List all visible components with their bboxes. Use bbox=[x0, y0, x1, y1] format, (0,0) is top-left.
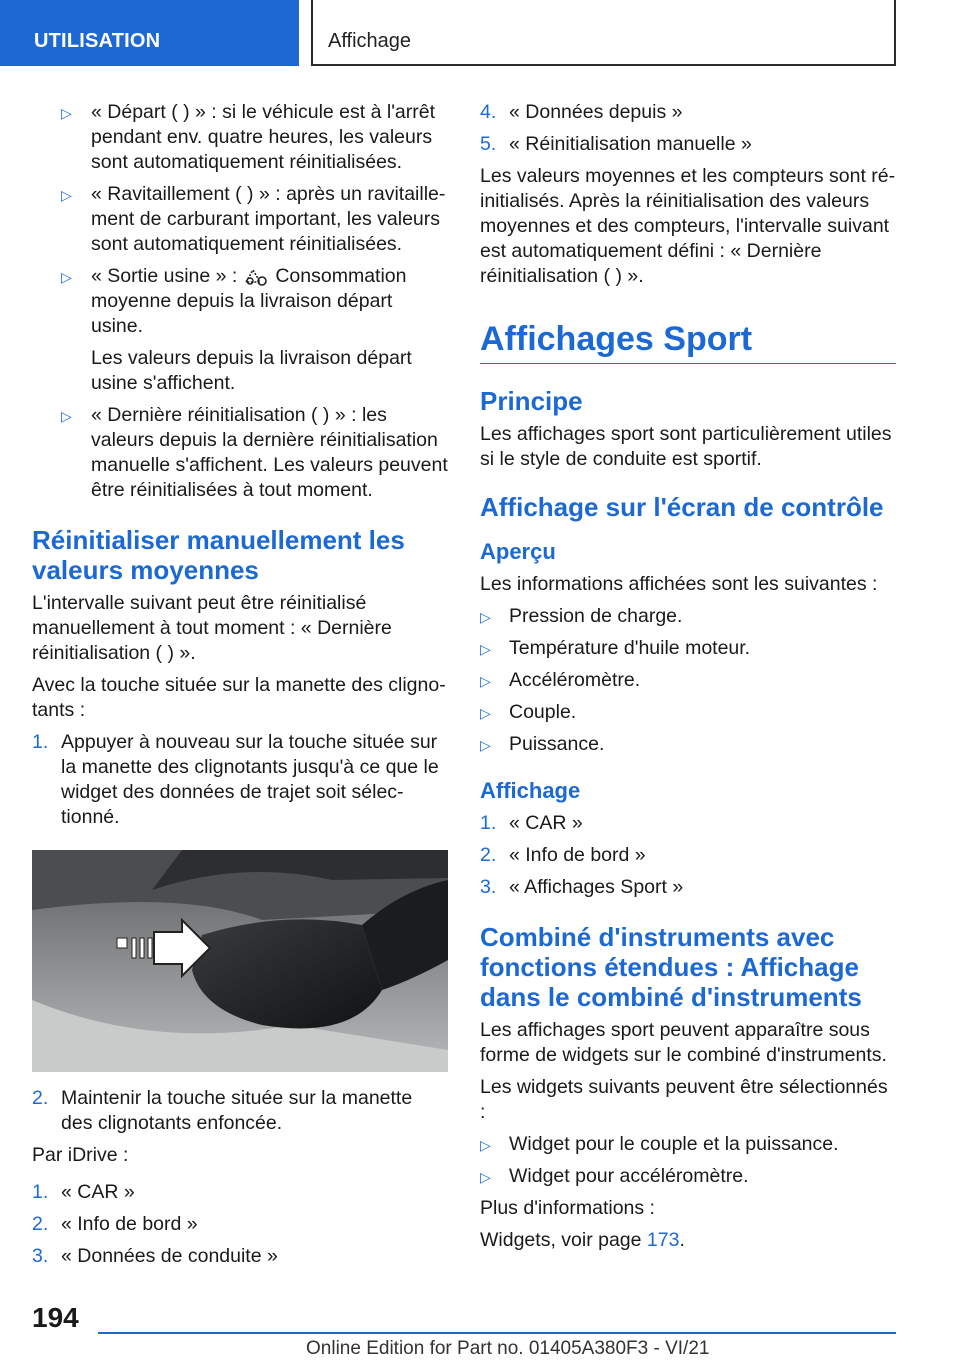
left-column bbox=[32, 100, 448, 1276]
paragraph: Par iDrive : bbox=[32, 1144, 129, 1166]
section-tab bbox=[0, 0, 299, 66]
turn-signal-lever-photo bbox=[32, 850, 448, 1072]
list-item: 1. « CAR » bbox=[32, 1181, 135, 1203]
paragraph: Widgets, voir page 173. bbox=[480, 1229, 685, 1251]
list-item: ▷ « Départ ( ) » : si le véhicule est à l'arrêt pendant env. quatre heures, les valeurs sont automatiquement réinitialisées. bbox=[61, 101, 436, 173]
list-item: ▷ Accéléromètre. bbox=[480, 668, 896, 693]
list-item: ▷ « Ravitaillement ( ) » : après un ravitaillement de carburant important, les valeurs sont automatiquement réinitialisées. bbox=[61, 183, 446, 255]
triangle-bullet-icon: ▷ bbox=[480, 609, 491, 625]
paragraph: L'intervalle suivant peut être réinitialisé manuellement à tout moment : « Dernière réinitialisation ( ) ». bbox=[32, 592, 392, 664]
list-item: 3. « Données de conduite » bbox=[32, 1245, 278, 1267]
triangle-bullet-icon: ▷ bbox=[480, 1137, 491, 1153]
triangle-bullet-icon: ▷ bbox=[480, 641, 491, 657]
heading-reset: Réinitialiser manuellement les valeurs moyennes bbox=[32, 525, 405, 585]
right-column bbox=[480, 100, 896, 1260]
heading-principle: Principe bbox=[480, 386, 583, 416]
list-item: 1. Appuyer à nouveau sur la touche située sur la manette des clignotants jusqu'à ce que le widget des données de trajet soit sélectionné. bbox=[32, 731, 439, 828]
list-item: 5. « Réinitialisation manuelle » bbox=[480, 133, 752, 155]
heading-display: Affichage bbox=[480, 778, 581, 803]
factory-delivery-icon bbox=[243, 266, 269, 286]
heading-sport-displays: Affichages Sport bbox=[480, 319, 896, 364]
paragraph: Avec la touche située sur la manette des clignotants : bbox=[32, 674, 446, 721]
chapter-tab bbox=[311, 0, 896, 66]
paragraph: Les informations affichées sont les suivantes : bbox=[480, 573, 878, 595]
footer-divider bbox=[98, 1332, 896, 1334]
paragraph: Les affichages sport sont particulièrement utiles si le style de conduite est sportif. bbox=[480, 423, 892, 470]
triangle-bullet-icon: ▷ bbox=[480, 705, 491, 721]
list-item: ▷ Puissance. bbox=[480, 732, 896, 757]
list-item: ▷ « Dernière réinitialisation ( ) » : les valeurs depuis la dernière réinitialisation manuelle s'affichent. Les valeurs peuvent être réinitialisées à tout moment. bbox=[61, 404, 448, 501]
triangle-bullet-icon: ▷ bbox=[480, 1169, 491, 1185]
list-item: ▷ Pression de charge. bbox=[480, 604, 896, 629]
list-item: 3. « Affichages Sport » bbox=[480, 876, 684, 898]
list-item: 2. Maintenir la touche située sur la manette des clignotants enfoncée. bbox=[32, 1087, 413, 1134]
page-number: 194 bbox=[32, 1302, 79, 1333]
page-reference-link[interactable]: 173 bbox=[646, 1229, 680, 1251]
section-title: UTILISATION bbox=[34, 30, 161, 52]
list-item: ▷ Température d'huile moteur. bbox=[480, 636, 896, 661]
chapter-title: Affichage bbox=[328, 30, 412, 52]
triangle-bullet-icon: ▷ bbox=[61, 408, 72, 424]
paragraph: Les widgets suivants peuvent être sélectionnés : bbox=[480, 1076, 888, 1123]
heading-control-display: Affichage sur l'écran de contrôle bbox=[480, 492, 884, 522]
list-item: ▷ Couple. bbox=[480, 700, 896, 725]
triangle-bullet-icon: ▷ bbox=[61, 105, 72, 121]
paragraph: Plus d'informations : bbox=[480, 1197, 655, 1219]
list-item: 1. « CAR » bbox=[480, 812, 583, 834]
paragraph: Les valeurs moyennes et les compteurs sont réinitialisés. Après la réinitialisation des valeurs moyennes et des compteurs, l'intervalle suivant est automatiquement défini : « Dernière réinitialisation ( ) ». bbox=[480, 165, 896, 287]
list-item: 4. « Données depuis » bbox=[480, 101, 683, 123]
list-item: 2. « Info de bord » bbox=[480, 844, 646, 866]
list-item-continuation: Les valeurs depuis la livraison départ usine s'affichent. bbox=[91, 347, 412, 394]
triangle-bullet-icon: ▷ bbox=[480, 673, 491, 689]
list-item: ▷ Widget pour accéléromètre. bbox=[480, 1164, 896, 1189]
paragraph: Les affichages sport peuvent apparaître sous forme de widgets sur le combiné d'instruments. bbox=[480, 1019, 887, 1066]
edition-note: Online Edition for Part no. 01405A380F3 - VI/21 bbox=[306, 1338, 710, 1359]
list-item: ▷ « Sortie usine » : Consommation moyenne depuis la livraison départ usine. bbox=[61, 265, 407, 337]
triangle-bullet-icon: ▷ bbox=[480, 737, 491, 753]
heading-instrument-cluster: Combiné d'instruments avec fonctions étendues : Affichage dans le combiné d'instruments bbox=[480, 922, 862, 1012]
triangle-bullet-icon: ▷ bbox=[61, 269, 72, 285]
heading-overview: Aperçu bbox=[480, 539, 556, 564]
triangle-bullet-icon: ▷ bbox=[61, 187, 72, 203]
list-item: 2. « Info de bord » bbox=[32, 1213, 198, 1235]
list-item: ▷ Widget pour le couple et la puissance. bbox=[480, 1132, 896, 1157]
